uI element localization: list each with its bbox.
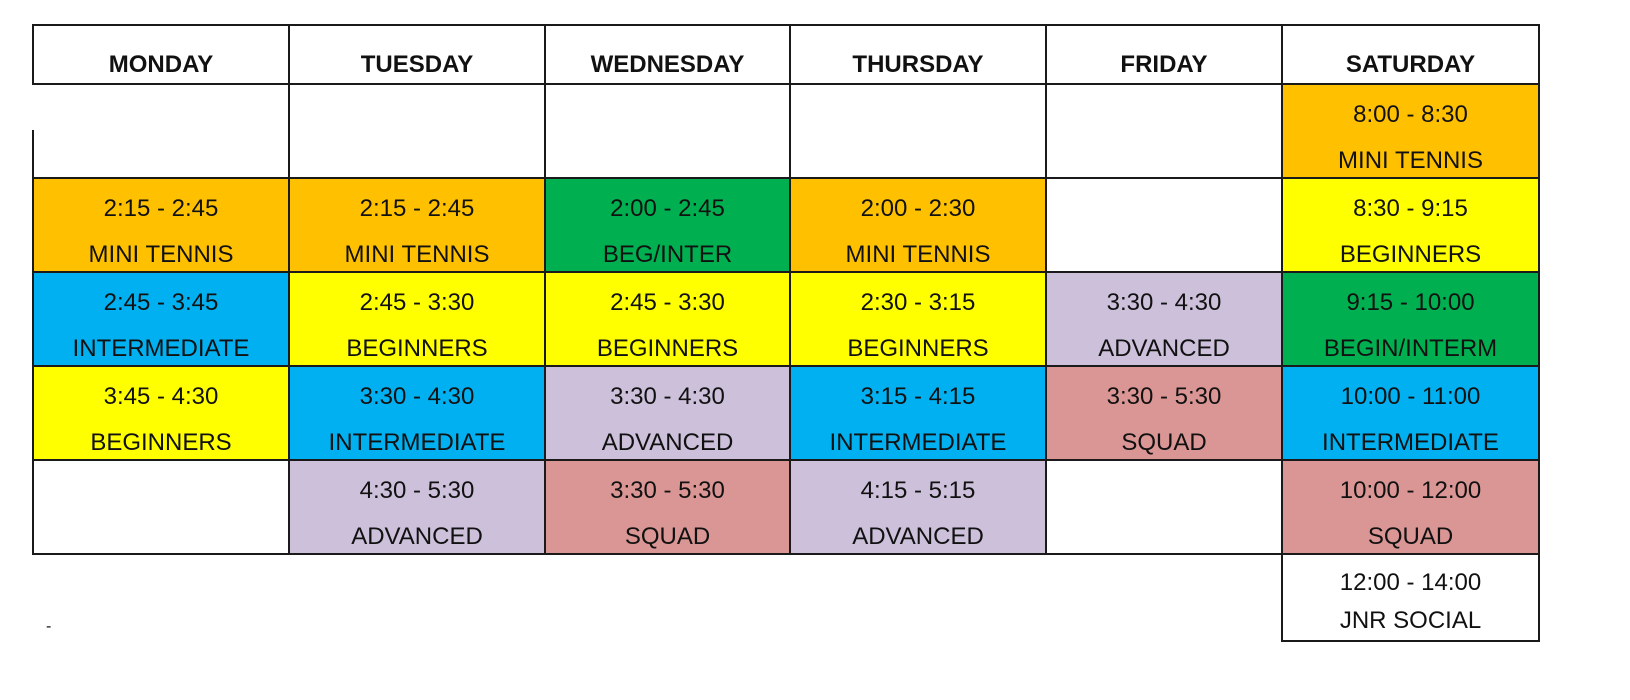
session-wednesday-1 [544, 177, 791, 273]
session-time: 4:15 - 5:15 [860, 477, 976, 504]
empty-slot [32, 459, 290, 555]
session-level: ADVANCED [1098, 335, 1230, 362]
session-saturday-2 [1281, 271, 1540, 367]
session-level: JNR SOCIAL [1339, 607, 1482, 634]
session-friday-2 [1045, 271, 1283, 367]
session-thursday-4 [789, 459, 1047, 555]
session-time: 3:30 - 4:30 [610, 383, 725, 410]
session-monday-1 [32, 177, 290, 273]
session-level: BEGIN/INTERM [1323, 335, 1498, 362]
session-tuesday-4 [288, 459, 546, 555]
session-level: SQUAD [1121, 429, 1207, 456]
session-time: 8:00 - 8:30 [1353, 101, 1468, 128]
empty-slot [544, 83, 791, 179]
session-time: 4:30 - 5:30 [359, 477, 475, 504]
session-level: BEGINNERS [596, 335, 739, 362]
session-wednesday-4 [544, 459, 791, 555]
session-time: 2:45 - 3:30 [359, 289, 475, 316]
session-time: 10:00 - 12:00 [1339, 477, 1482, 504]
session-time: 3:30 - 5:30 [610, 477, 725, 504]
session-thursday-3 [789, 365, 1047, 461]
session-time: 2:15 - 2:45 [359, 195, 475, 222]
session-time: 2:45 - 3:45 [103, 289, 219, 316]
session-level: SQUAD [624, 523, 711, 550]
session-time: 9:15 - 10:00 [1346, 289, 1475, 316]
day-header-saturday: SATURDAY [1281, 24, 1540, 85]
session-thursday-2 [789, 271, 1047, 367]
session-level: INTERMEDIATE [72, 335, 250, 362]
session-time: 10:00 - 11:00 [1340, 383, 1481, 410]
session-friday-3 [1045, 365, 1283, 461]
session-level: MINI TENNIS [1338, 147, 1483, 174]
empty-slot [1045, 177, 1283, 273]
day-header-friday: FRIDAY [1045, 24, 1283, 85]
session-saturday-0 [1281, 83, 1540, 179]
session-saturday-4 [1281, 459, 1540, 555]
session-wednesday-2 [544, 271, 791, 367]
session-time: 2:30 - 3:15 [860, 289, 976, 316]
session-level: ADVANCED [601, 429, 734, 456]
empty-slot [288, 83, 546, 179]
session-level: BEGINNERS [1339, 241, 1482, 268]
session-level: INTERMEDIATE [328, 429, 506, 456]
session-level: INTERMEDIATE [829, 429, 1007, 456]
session-tuesday-2 [288, 271, 546, 367]
empty-slot [789, 83, 1047, 179]
session-saturday-1 [1281, 177, 1540, 273]
session-wednesday-3 [544, 365, 791, 461]
empty-slot [1045, 459, 1283, 555]
day-header-tuesday: TUESDAY [288, 24, 546, 85]
session-time: 12:00 - 14:00 [1339, 569, 1482, 596]
session-level: BEGINNERS [847, 335, 989, 362]
session-level: MINI TENNIS [88, 241, 234, 268]
session-tuesday-1 [288, 177, 546, 273]
session-time: 3:45 - 4:30 [103, 383, 219, 410]
session-monday-2 [32, 271, 290, 367]
session-level: MINI TENNIS [344, 241, 490, 268]
session-level: ADVANCED [351, 523, 483, 550]
session-time: 3:30 - 5:30 [1106, 383, 1222, 410]
footnote-mark: - [46, 618, 52, 635]
session-level: SQUAD [1367, 523, 1454, 550]
session-level: ADVANCED [852, 523, 984, 550]
session-time: 3:30 - 4:30 [359, 383, 475, 410]
day-header-monday: MONDAY [32, 24, 290, 85]
session-time: 2:15 - 2:45 [103, 195, 219, 222]
session-level: BEG/INTER [602, 241, 733, 268]
session-time: 3:15 - 4:15 [860, 383, 976, 410]
session-saturday-3 [1281, 365, 1540, 461]
session-saturday-5 [1281, 553, 1540, 642]
session-time: 8:30 - 9:15 [1353, 195, 1468, 222]
session-tuesday-3 [288, 365, 546, 461]
session-level: MINI TENNIS [845, 241, 991, 268]
session-time: 2:45 - 3:30 [610, 289, 725, 316]
session-level: BEGINNERS [90, 429, 232, 456]
left-edge-line [32, 130, 34, 178]
session-time: 3:30 - 4:30 [1106, 289, 1222, 316]
session-time: 2:00 - 2:30 [860, 195, 976, 222]
session-monday-3 [32, 365, 290, 461]
session-time: 2:00 - 2:45 [610, 195, 725, 222]
session-thursday-1 [789, 177, 1047, 273]
empty-slot [32, 83, 290, 179]
day-header-wednesday: WEDNESDAY [544, 24, 791, 85]
day-header-thursday: THURSDAY [789, 24, 1047, 85]
session-level: BEGINNERS [346, 335, 488, 362]
empty-slot [1045, 83, 1283, 179]
session-level: INTERMEDIATE [1322, 429, 1499, 456]
